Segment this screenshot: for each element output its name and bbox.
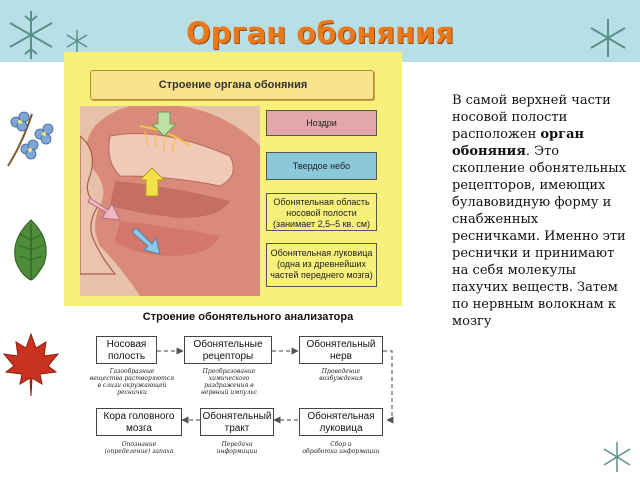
- text-part: В самой верхней части носовой полости расположен: [452, 93, 611, 142]
- box-line: Носовая: [106, 339, 147, 350]
- caption-line: Проведение: [321, 368, 361, 375]
- text-bold-term: орган обоняния: [452, 127, 585, 159]
- caption-receptors: [184, 368, 274, 396]
- slide-title: Орган обоняния: [186, 16, 454, 50]
- caption-line: обработка информации: [302, 448, 380, 455]
- caption-cortex: [90, 441, 188, 455]
- box-line: Обонятельный: [306, 339, 376, 350]
- caption-line: вещества растворяются: [89, 375, 175, 382]
- caption-line: раздражения в: [204, 382, 254, 389]
- box-line: луковица: [319, 423, 363, 434]
- panel-banner-text: Строение органа обоняния: [158, 79, 308, 91]
- box-line: Обонятельные: [193, 339, 263, 350]
- box-line: нерв: [330, 351, 352, 362]
- label-line: частей переднего мозга): [270, 270, 373, 280]
- box-line: тракт: [224, 423, 250, 434]
- label-line: носовой полости: [286, 208, 357, 218]
- box-line: рецепторы: [202, 351, 254, 362]
- caption-line: Преобразование: [202, 368, 256, 375]
- box-line: полость: [107, 351, 146, 362]
- caption-line: Передача: [221, 441, 253, 448]
- label-line: Ноздри: [306, 118, 337, 128]
- caption-line: в слизи окружающей: [97, 382, 167, 389]
- caption-line: Опознание: [121, 441, 157, 448]
- label-line: (одна из древнейших: [277, 259, 366, 269]
- box-line: мозга: [126, 423, 152, 434]
- caption-tract: [200, 441, 274, 455]
- caption-line: (определение) запаха: [104, 448, 174, 455]
- label-line: (занимает 2,5–5 кв. см): [272, 219, 371, 229]
- scheme-title: Строение обонятельного анализатора: [142, 311, 354, 323]
- caption-line: химического: [208, 375, 250, 382]
- caption-line: Сбор и: [330, 441, 352, 448]
- caption-line: реснички: [117, 389, 147, 396]
- scheme-box-receptors: [184, 336, 272, 364]
- caption-nerve: [300, 368, 382, 382]
- label-line: Обонятельная луковица: [270, 248, 373, 258]
- box-line: Обонятельный: [202, 411, 272, 422]
- scheme-box-nerve: [299, 336, 383, 364]
- text-part: . Это скопление обонятельных рецепторов, имеющих булавовидную форму и снабженных ресничками. Именно эти реснички и принимают на себя молекулы пахучих веществ. Затем по нервным волокнам к мозгу: [452, 144, 626, 329]
- scheme-box-cortex: [96, 408, 182, 436]
- scheme-box-nasal-cavity: [96, 336, 157, 364]
- caption-line: возбуждения: [319, 375, 363, 382]
- caption-bulb: [296, 441, 386, 455]
- caption-line: нервный импульс: [200, 389, 258, 396]
- caption-line: Газообразные: [109, 368, 155, 375]
- scheme-box-bulb: [299, 408, 383, 436]
- label-line: Твердое небо: [292, 161, 351, 171]
- box-line: Кора головного: [103, 411, 175, 422]
- label-line: Обонятельная область: [273, 197, 370, 207]
- scheme-box-tract: [200, 408, 274, 436]
- box-line: Обонятельная: [307, 411, 375, 422]
- description-text: [452, 92, 628, 330]
- caption-line: информации: [216, 448, 258, 455]
- caption-nasal-cavity: [86, 368, 178, 396]
